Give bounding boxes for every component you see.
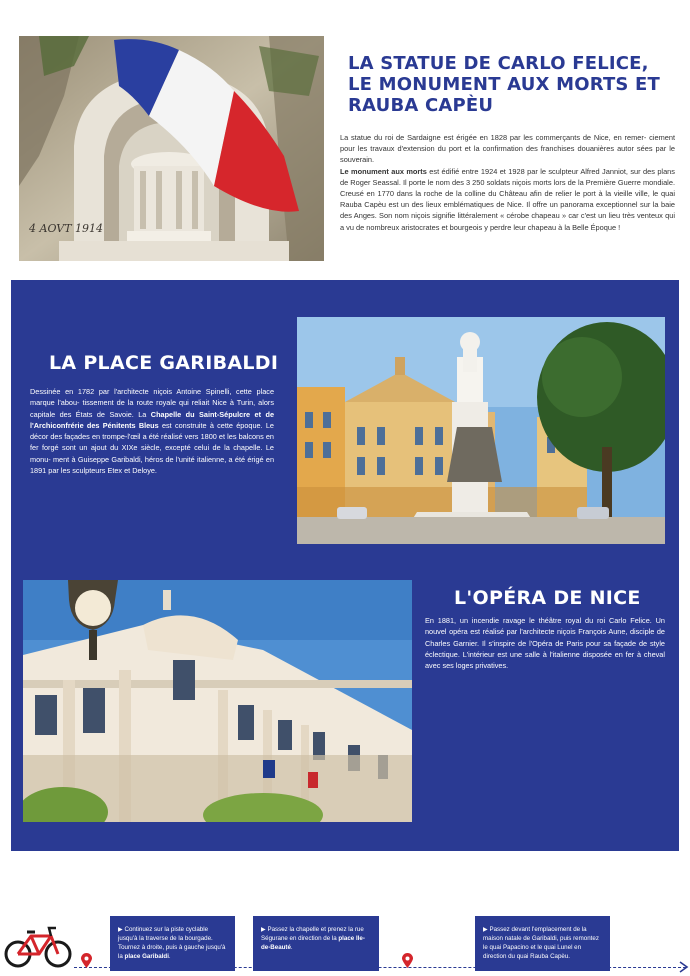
opera-de-nice-photo [23,580,412,822]
opera-de-nice-text: En 1881, un incendie ravage le théâtre royal du roi Carlo Felice. Un nouvel opéra est réalisé par l'architecte niçois François Aune, disciple de Charles Garnier. Il s'inspire de l'Opéra de Paris pour sa façade de style éclectique. L'intérieur est une salle à l'italienne disposée en fer à cheval avec ses loges privatives. [425,616,665,671]
route-step-1 [110,916,235,971]
place-garibaldi-text [30,386,274,476]
garibaldi-text-part-b: est construite à cette époque. Le décor des façades en trompe-l'œil a été réalisé vers 1800 et les balcons en fer forgé sont un ajout du XIXe siècle, excepté celui de la chapelle. Le monu- ment à Guiseppe Garibaldi, héros de l'unité italienne, a été érigé en 1891 par les sculpteurs Etex et Deloye. [30,420,274,476]
map-pin-icon [81,953,92,968]
monument-date-engraving: 4 AOVT 1914 [29,222,104,235]
carlo-felice-body [340,132,675,233]
route-step-1-end: . [168,953,171,960]
monument-aux-morts-photo [19,36,324,261]
carlo-felice-title: LA STATUE DE CARLO FELICE, LE MONUMENT AUX MORTS ET RAUBA CAPÈU [348,53,661,116]
route-step-2-end: . [290,944,293,951]
carlo-felice-paragraph-1: La statue du roi de Sardaigne est érigée en 1828 par les commerçants de Nice, en remer- ciement pour les travaux d'extension du port et la confirmation des franchises douanières autor sées par le souverain. [340,133,675,165]
route-step-1-text: ▶ Continuez sur la piste cyclable jusqu'à la traverse de la bourgade. Tournez à droite, puis à gauche jusqu'à la [118,926,226,960]
bicycle-icon [3,924,73,968]
garibaldi-text-part-a: Dessinée en 1782 par l'architecte niçois Antoine Spinelli, cette place marque l'abou- tissement de la route royale qui reliait Nice à Turin, alors capitale des États de Savoie. La [30,387,274,419]
route-step-3 [475,916,610,971]
chapelle-label: Chapelle du Saint-Sépulcre et de l'Archiconfrérie des Pénitents Bleus [30,409,274,430]
place-garibaldi-title: LA PLACE GARIBALDI [49,352,279,374]
monument-aux-morts-label: Le monument aux morts [340,166,427,176]
place-garibaldi-photo [297,317,665,544]
monument-aux-morts-text: est édifié entre 1924 et 1928 par le sculpteur Alfred Janniot, sur des plans de Roger Seassal. Il porte le nom des 3 250 soldats niçois morts lors de la Première Guerre mondiale. Creusé en 1770 dans la roche de la colline du Château afin de relier le port à la vieille ville, le quai Rauba Capèu est un des lieux emblématiques de Nice. Il offre un panorama exceptionnel sur la baie des Anges. Son nom niçois signifie littéralement « cérobe chapeau » car c'est un lieu très venteux qui a vu de nombreux aristocrates et bourgeois y perdre leur chapeau à la Belle Époque ! [340,166,675,232]
route-step-2-destination: place Ile-de-Beauté [261,935,365,951]
arrow-right-icon [679,961,689,973]
map-pin-icon [402,953,413,968]
route-step-1-destination: place Garibaldi [124,953,169,960]
route-step-3-text: ▶ Passez devant l'emplacement de la maison natale de Garibaldi, puis remontez le quai Papacino et le quai Lunel en direction du quai Rauba Capèu. [483,926,599,960]
route-step-2 [253,916,379,971]
blue-content-panel [11,280,679,851]
route-step-2-text: ▶ Passez la chapelle et prenez la rue Ségurane en direction de la [261,926,364,942]
opera-de-nice-title: L'OPÉRA DE NICE [454,587,641,609]
carlo-felice-paragraph-2 [340,166,675,233]
